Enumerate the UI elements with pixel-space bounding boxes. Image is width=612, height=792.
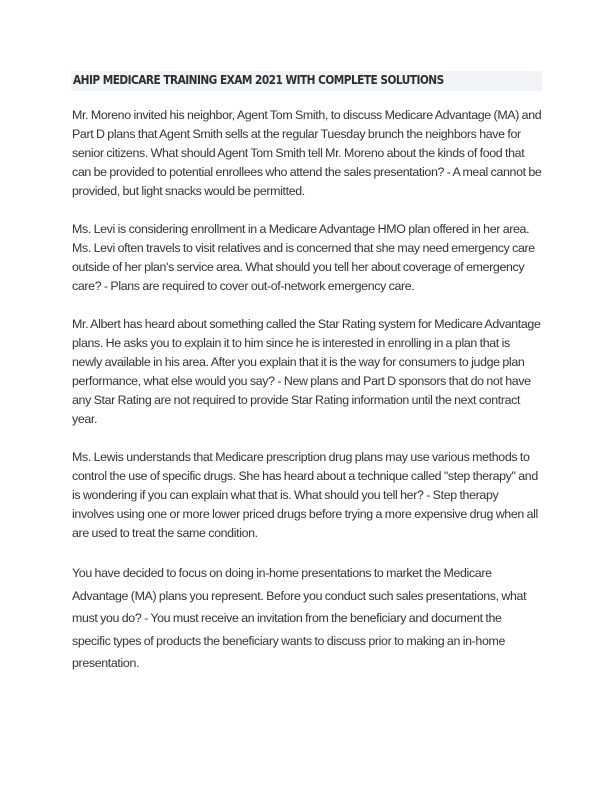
document-title: AHIP MEDICARE TRAINING EXAM 2021 WITH COMPLETE SOLUTIONS: [73, 73, 444, 87]
question-paragraph-albert: Mr. Albert has heard about something called the Star Rating system for Medicare Advantage plans. He asks you to explain it to him since he is interested in enrolling in a plan that is newly available in his area. After you explain that it is the way for consumers to judge plan performance, what else would you say? - New plans and Part D sponsors that do not have any Star Rating are not required to provide Star Rating information until the next contract year.: [72, 317, 541, 426]
question-paragraph-lewis: Ms. Lewis understands that Medicare prescription drug plans may use various methods to control the use of specific drugs. She has heard about a technique called "step therapy" and is wondering if you can explain what that is. What should you tell her? - Step therapy involves using one or more lower priced drugs before trying a more expensive drug when all are used to treat the same condition.: [72, 450, 538, 540]
question-paragraph-moreno: Mr. Moreno invited his neighbor, Agent Tom Smith, to discuss Medicare Advantage (MA) and Part D plans that Agent Smith sells at the regular Tuesday brunch the neighbors have for senior citizens. What should Agent Tom Smith tell Mr. Moreno about the kinds of food that can be provided to potential enrollees who attend the sales presentation? - A meal cannot be provided, but light snacks would be permitted.: [72, 108, 542, 198]
question-paragraph-levi: Ms. Levi is considering enrollment in a Medicare Advantage HMO plan offered in her area. Ms. Levi often travels to visit relatives and is concerned that she may need emergency care outside of her plan's service area. What should you tell her about coverage of emergency care? - Plans are required to cover out-of-network emergency care.: [72, 222, 535, 293]
document-body: [72, 106, 542, 694]
question-paragraph-in-home: You have decided to focus on doing in-home presentations to market the Medicare Advantage (MA) plans you represent. Before you conduct such sales presentations, what must you do? - You must receive an invitation from the beneficiary and document the specific types of products the beneficiary wants to discuss prior to making an in-home presentation.: [72, 566, 527, 671]
